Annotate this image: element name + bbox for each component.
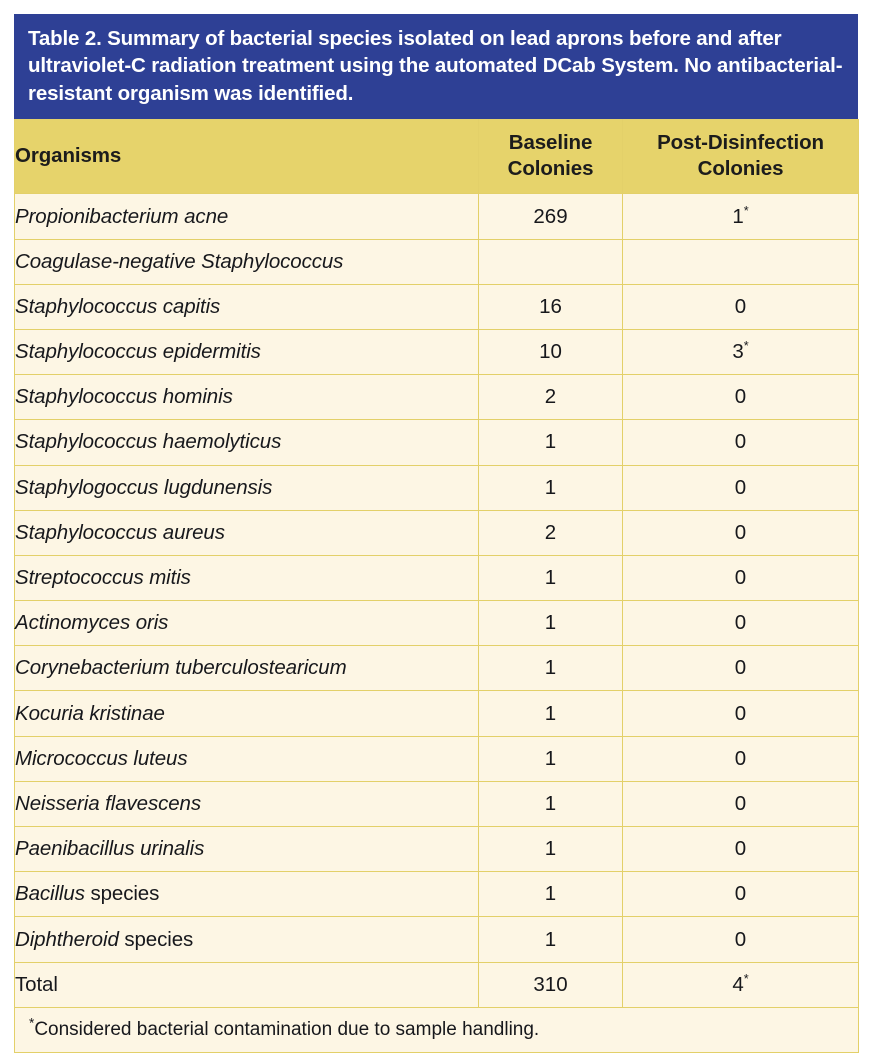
organism-rank-suffix: species bbox=[118, 927, 194, 951]
table-row bbox=[15, 375, 859, 420]
cell-post-disinfection-colonies: 0 bbox=[623, 827, 859, 872]
cell-post-disinfection-colonies: 0 bbox=[623, 781, 859, 826]
table-footer bbox=[15, 1007, 859, 1052]
table-row bbox=[15, 329, 859, 374]
cell-organism bbox=[15, 239, 479, 284]
footnote-superscript: * bbox=[743, 970, 749, 986]
table-header bbox=[15, 119, 859, 194]
cell-organism bbox=[15, 691, 479, 736]
cell-organism bbox=[15, 555, 479, 600]
cell-baseline-colonies: 1 bbox=[479, 646, 623, 691]
cell-baseline-colonies: 1 bbox=[479, 601, 623, 646]
table-row bbox=[15, 827, 859, 872]
table-row bbox=[15, 555, 859, 600]
cell-post-disinfection-colonies: 0 bbox=[623, 872, 859, 917]
cell-baseline-colonies: 16 bbox=[479, 284, 623, 329]
table-container bbox=[14, 14, 858, 1053]
column-header-organisms: Organisms bbox=[15, 119, 479, 194]
table-row bbox=[15, 420, 859, 465]
table-row bbox=[15, 781, 859, 826]
table-body bbox=[15, 194, 859, 1007]
cell-post-disinfection-colonies: 0 bbox=[623, 465, 859, 510]
organism-name: Bacillus bbox=[15, 882, 85, 906]
table-row bbox=[15, 917, 859, 962]
cell-organism bbox=[15, 601, 479, 646]
organism-name: Staphylococcus aureus bbox=[15, 520, 225, 544]
organism-name: Neisseria flavescens bbox=[15, 791, 201, 815]
organism-name: Staphylococcus haemolyticus bbox=[15, 430, 282, 454]
organism-name: Staphylococcus capitis bbox=[15, 294, 221, 318]
cell-post-disinfection-colonies: 0 bbox=[623, 420, 859, 465]
cell-organism bbox=[15, 781, 479, 826]
header-row bbox=[15, 119, 859, 194]
cell-baseline-colonies: 10 bbox=[479, 329, 623, 374]
cell-organism bbox=[15, 736, 479, 781]
cell-post-disinfection-colonies: 0 bbox=[623, 510, 859, 555]
cell-organism bbox=[15, 194, 479, 239]
cell-baseline-colonies: 1 bbox=[479, 465, 623, 510]
footnote-cell bbox=[15, 1007, 859, 1052]
column-header-post-disinfection-colonies: Post-Disinfection Colonies bbox=[623, 119, 859, 194]
cell-organism bbox=[15, 375, 479, 420]
cell-baseline-colonies: 310 bbox=[479, 962, 623, 1007]
cell-baseline-colonies: 2 bbox=[479, 375, 623, 420]
table-row bbox=[15, 736, 859, 781]
table-row bbox=[15, 691, 859, 736]
organism-name: Propionibacterium acne bbox=[15, 204, 229, 228]
organism-name: Micrococcus luteus bbox=[15, 746, 188, 770]
cell-organism bbox=[15, 284, 479, 329]
cell-post-disinfection-colonies: 0 bbox=[623, 917, 859, 962]
cell-baseline-colonies: 1 bbox=[479, 872, 623, 917]
organism-name: Staphylogoccus lugdunensis bbox=[15, 475, 273, 499]
organism-name: Streptococcus mitis bbox=[15, 566, 191, 589]
cell-baseline-colonies: 1 bbox=[479, 555, 623, 600]
cell-organism bbox=[15, 510, 479, 555]
cell-baseline-colonies: 1 bbox=[479, 420, 623, 465]
cell-post-disinfection-colonies: 0 bbox=[623, 555, 859, 600]
cell-organism bbox=[15, 420, 479, 465]
footnote-text: Considered bacterial contamination due to sample handling. bbox=[34, 1018, 540, 1040]
cell-post-disinfection-colonies: 3* bbox=[623, 329, 859, 374]
cell-post-disinfection-colonies: 0 bbox=[623, 646, 859, 691]
column-header-baseline-colonies: Baseline Colonies bbox=[479, 119, 623, 194]
cell-post-disinfection-colonies: 0 bbox=[623, 284, 859, 329]
cell-post-disinfection-colonies: 0 bbox=[623, 601, 859, 646]
cell-baseline-colonies: 1 bbox=[479, 917, 623, 962]
bacterial-species-table bbox=[14, 119, 859, 1052]
table-row bbox=[15, 194, 859, 239]
table-row bbox=[15, 510, 859, 555]
cell-post-disinfection-colonies: 0 bbox=[623, 736, 859, 781]
cell-post-disinfection-colonies: 0 bbox=[623, 691, 859, 736]
cell-baseline-colonies: 1 bbox=[479, 827, 623, 872]
cell-post-disinfection-colonies: 1* bbox=[623, 194, 859, 239]
cell-baseline-colonies: 269 bbox=[479, 194, 623, 239]
table-row bbox=[15, 284, 859, 329]
cell-organism bbox=[15, 329, 479, 374]
table-row bbox=[15, 872, 859, 917]
organism-name: Actinomyces oris bbox=[15, 611, 169, 635]
footnote-row bbox=[15, 1007, 859, 1052]
footnote-marker: * bbox=[29, 1015, 35, 1031]
organism-name: Diphtheroid bbox=[15, 927, 119, 951]
footnote-superscript: * bbox=[743, 202, 749, 218]
cell-organism bbox=[15, 872, 479, 917]
organism-rank-suffix: species bbox=[84, 882, 160, 906]
organism-name: Coagulase-negative Staphylococcus bbox=[15, 249, 344, 273]
cell-baseline-colonies bbox=[479, 239, 623, 284]
cell-organism bbox=[15, 646, 479, 691]
organism-name: Corynebacterium tuberculostearicum bbox=[15, 656, 347, 680]
table-row bbox=[15, 646, 859, 691]
table-caption: Table 2. Summary of bacterial species isolated on lead aprons before and after ultraviolet-C radiation treatment using the automated DCab System. No antibacterial-resistant organism was identified. bbox=[14, 14, 858, 119]
cell-organism bbox=[15, 917, 479, 962]
cell-organism bbox=[15, 465, 479, 510]
organism-name: Staphylococcus hominis bbox=[15, 385, 233, 409]
footnote-superscript: * bbox=[743, 338, 749, 354]
table-row bbox=[15, 239, 859, 284]
cell-baseline-colonies: 1 bbox=[479, 781, 623, 826]
cell-baseline-colonies: 1 bbox=[479, 736, 623, 781]
organism-name: Paenibacillus urinalis bbox=[15, 837, 205, 861]
table-row bbox=[15, 465, 859, 510]
cell-baseline-colonies: 2 bbox=[479, 510, 623, 555]
organism-name: Kocuria kristinae bbox=[15, 701, 165, 725]
table-row bbox=[15, 601, 859, 646]
cell-baseline-colonies: 1 bbox=[479, 691, 623, 736]
cell-post-disinfection-colonies: 0 bbox=[623, 375, 859, 420]
cell-post-disinfection-colonies bbox=[623, 239, 859, 284]
organism-name: Total bbox=[15, 972, 58, 996]
cell-organism bbox=[15, 962, 479, 1007]
organism-name: Staphylococcus epidermitis bbox=[15, 340, 261, 364]
cell-organism bbox=[15, 827, 479, 872]
cell-post-disinfection-colonies: 4* bbox=[623, 962, 859, 1007]
table-row bbox=[15, 962, 859, 1007]
